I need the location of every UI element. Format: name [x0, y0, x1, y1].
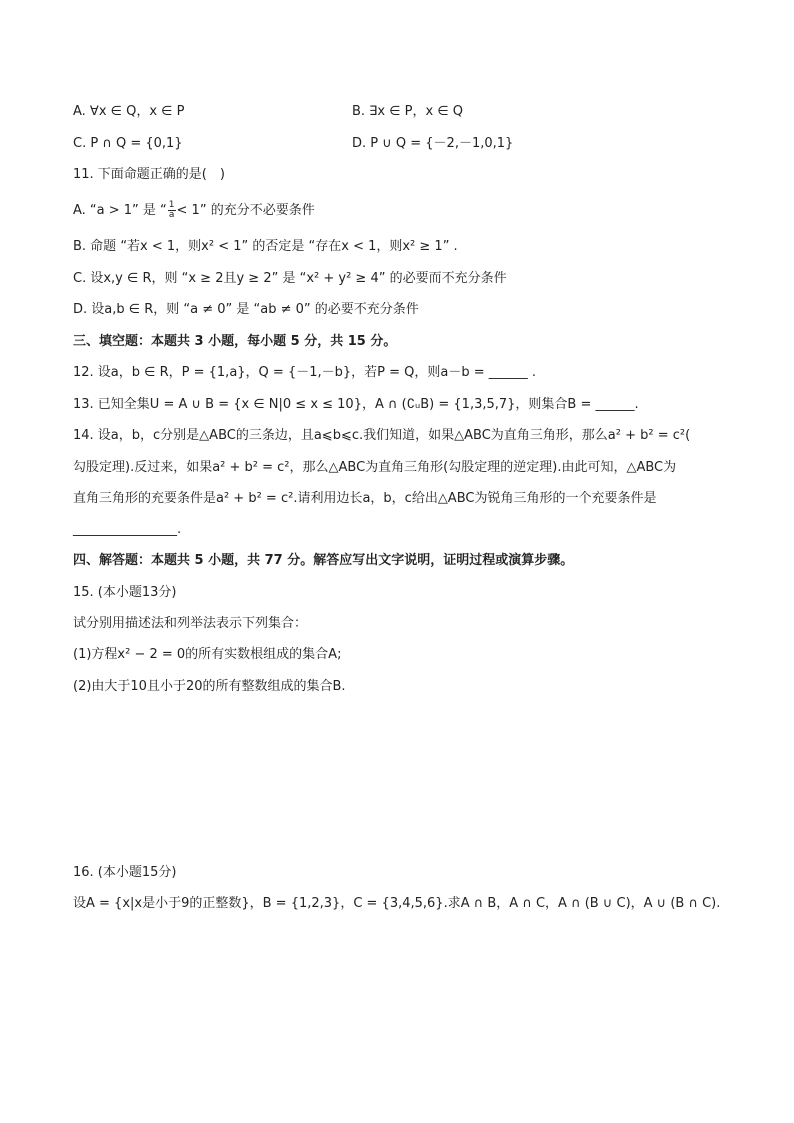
fraction-denominator: a	[168, 210, 175, 220]
q14-line-3: 直角三角形的充要条件是a² + b² = c².请利用边长a，b，c给出△ABC为锐角三角形的一个充要条件是	[73, 491, 657, 506]
q16-header: 16. (本小题15分)	[73, 865, 177, 880]
section4-title: 四、解答题：本题共 5 小题，共 77 分。解答应写出文字说明，证明过程或演算步骤。	[73, 553, 574, 568]
q15-part-2: (2)由大于10且小于20的所有整数组成的集合B.	[73, 679, 346, 694]
q10-option-d: D. P ∪ Q = {－2,－1,0,1}	[352, 136, 514, 151]
q10-option-b: B. ∃x ∈ P，x ∈ Q	[352, 104, 464, 119]
q14-line-2: 勾股定理).反过来，如果a² + b² = c²，那么△ABC为直角三角形(勾股定理的逆定理).由此可知，△ABC为	[73, 460, 677, 475]
fraction-numerator: 1	[168, 200, 175, 210]
q14-line-1: 14. 设a，b，c分别是△ABC的三条边，且a⩽b⩽c.我们知道，如果△ABC为直角三角形，那么a² + b² = c²(	[73, 428, 691, 443]
q14-line-4: ________________.	[73, 522, 182, 537]
q11-option-a-post: < 1” 的充分不必要条件	[176, 203, 315, 218]
q10-option-a: A. ∀x ∈ Q，x ∈ P	[73, 104, 185, 119]
q11-option-b: B. 命题 “若x < 1，则x² < 1” 的否定是 “存在x < 1，则x² ≥ 1” .	[73, 239, 458, 254]
q11-stem: 11. 下面命题正确的是( )	[73, 167, 225, 182]
q11-option-a	[73, 201, 315, 220]
q11-option-a-pre: A. “a > 1” 是 “	[73, 203, 167, 218]
q15-part-1: (1)方程x² − 2 = 0的所有实数根组成的集合A;	[73, 647, 342, 662]
q15-header: 15. (本小题13分)	[73, 585, 177, 600]
q10-option-c: C. P ∩ Q = {0,1}	[73, 136, 183, 151]
q11-option-d: D. 设a,b ∈ R，则 “a ≠ 0” 是 “ab ≠ 0” 的必要不充分条件	[73, 302, 419, 317]
q13-text: 13. 已知全集U = A ∪ B = {x ∈ N|0 ≤ x ≤ 10}，A ∩ (∁ᵤB) = {1,3,5,7}，则集合B = ______.	[73, 397, 639, 412]
q11-option-c: C. 设x,y ∈ R，则 “x ≥ 2且y ≥ 2” 是 “x² + y² ≥ 4” 的必要而不充分条件	[73, 271, 507, 286]
section3-title: 三、填空题：本题共 3 小题，每小题 5 分，共 15 分。	[73, 334, 397, 349]
q12-text: 12. 设a，b ∈ R，P = {1,a}，Q = {－1,－b}，若P = Q，则a－b = ______ .	[73, 365, 537, 380]
q16-body: 设A = {x|x是小于9的正整数}，B = {1,2,3}，C = {3,4,5,6}.求A ∩ B，A ∩ C，A ∩ (B ∪ C)，A ∪ (B ∩ C).	[73, 896, 721, 911]
fraction	[168, 201, 176, 220]
q15-intro: 试分别用描述法和列举法表示下列集合：	[73, 616, 308, 631]
